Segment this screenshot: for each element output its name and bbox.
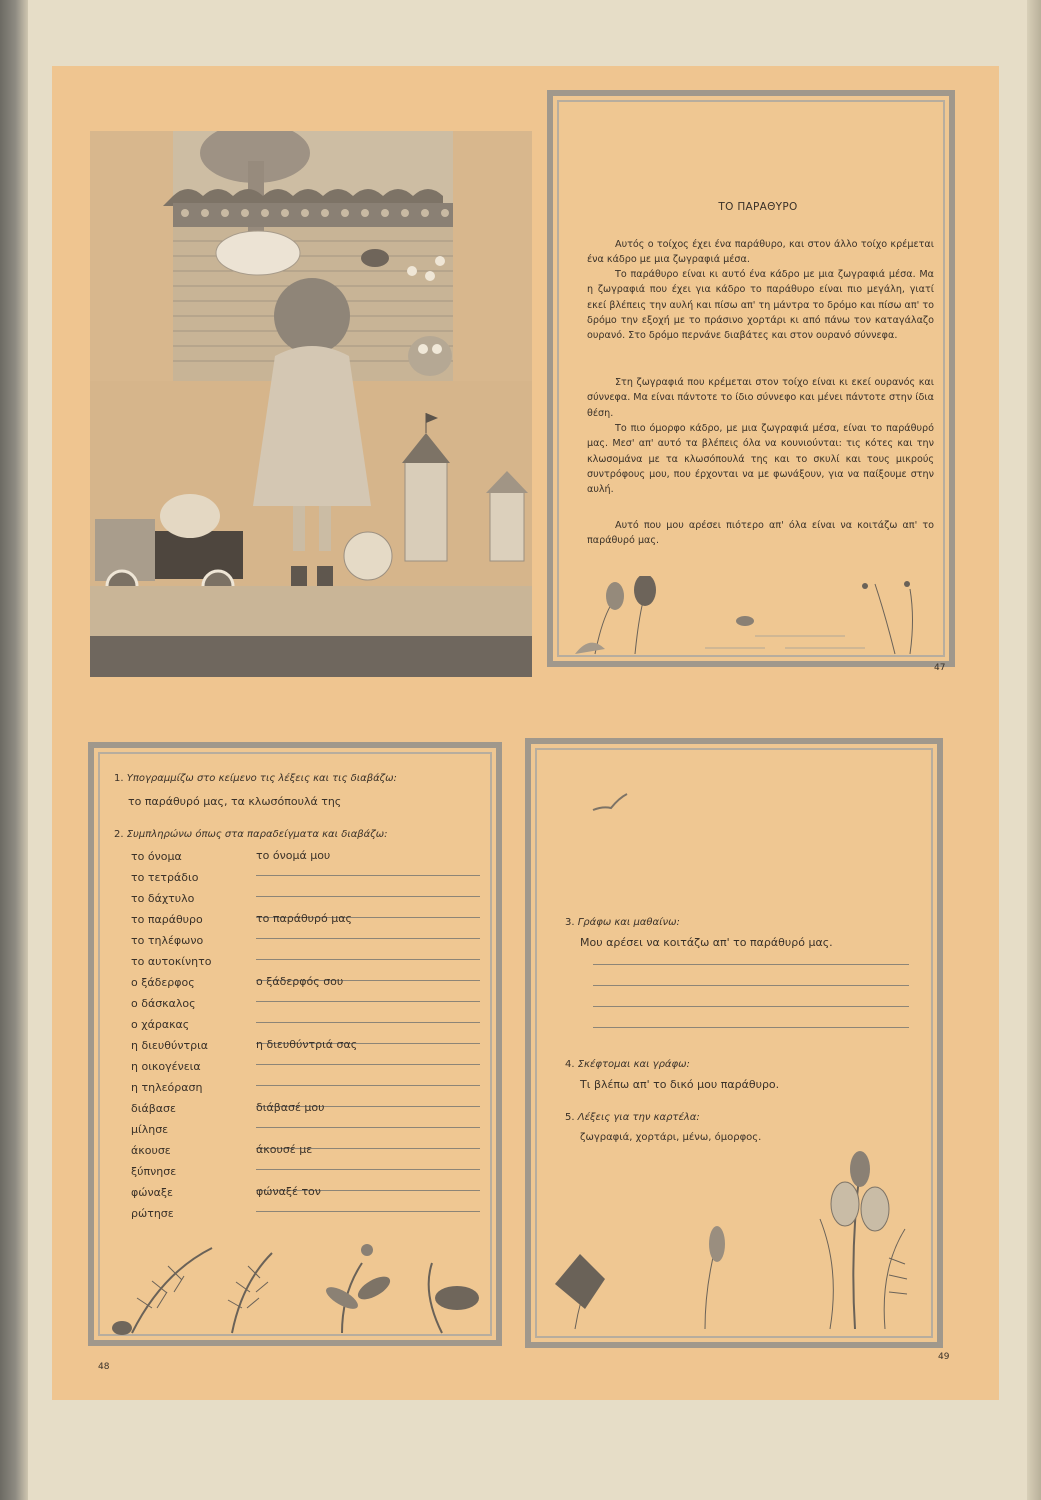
fill-example: το όνομά μου	[256, 849, 331, 862]
flowers-decoration	[565, 576, 937, 656]
write-line	[256, 1085, 480, 1086]
write-line	[256, 1211, 480, 1212]
exercise-1-answer: το παράθυρό μας, τα κλωσόπουλά της	[128, 795, 342, 808]
exercise-number: 5.	[565, 1112, 575, 1123]
ferns-decoration	[112, 1228, 482, 1338]
exercise-2-text: Συμπληρώνω όπως στα παραδείγματα και διαβάζω:	[126, 829, 388, 840]
iris-decoration	[545, 1144, 925, 1334]
exercise-number: 1.	[114, 773, 124, 784]
write-line	[593, 964, 909, 965]
fill-word: ο χάρακας	[131, 1018, 190, 1031]
write-line	[256, 1022, 480, 1023]
window-illustration	[90, 131, 532, 677]
story-paragraph: Το παράθυρο είναι κι αυτό ένα κάδρο με μια ζωγραφιά μέσα. Μα η ζωγραφιά που έχει για κάδρο το παράθυρο είναι πιο μεγάλη, γιατί εκεί βλέπεις την αυλή και πίσω απ' τη μάντρα το δρόμο και πίσω απ' το δρόμο την εξοχή με το πράσινο χορτάρι κι από πάνω τον καταγάλαζο ουρανό. Στο δρόμο περνάνε διαβάτες και στον ουρανό σύννεφα.	[587, 269, 934, 342]
fill-example: η διευθύντριά σας	[256, 1038, 358, 1051]
write-line	[593, 1006, 909, 1007]
exercise-3-text: Γράφω και μαθαίνω:	[577, 917, 680, 928]
fill-word: το αυτοκίνητο	[131, 955, 212, 968]
story-title: ΤΟ ΠΑΡΑΘΥΡΟ	[718, 201, 798, 213]
story-paragraph: Αυτός ο τοίχος έχει ένα παράθυρο, και στον άλλο τοίχο κρέμεται ένα κάδρο με μια ζωγραφιά μέσα.	[587, 239, 934, 266]
exercise-frame-right	[525, 738, 943, 1348]
fill-example: διάβασέ μου	[256, 1101, 325, 1114]
story-paragraph: Στη ζωγραφιά που κρέμεται στον τοίχο είναι κι εκεί ουρανός και σύννεφα. Μα είναι πάντοτε το ίδιο σύννεφο και μένει πάντοτε στην ίδια θέση.	[587, 377, 934, 419]
fill-example: το παράθυρό μας	[256, 912, 352, 925]
fill-word: ξύπνησε	[131, 1165, 177, 1178]
write-line	[256, 1001, 480, 1002]
girl-at-window-picture	[90, 131, 532, 677]
fill-word: το τετράδιο	[131, 871, 199, 884]
exercise-5-answer: ζωγραφιά, χορτάρι, μένω, όμορφος.	[580, 1132, 762, 1143]
exercise-1-prompt	[114, 773, 397, 784]
fill-word: το παράθυρο	[131, 913, 203, 926]
fill-word: μίλησε	[131, 1123, 169, 1136]
write-line	[593, 1027, 909, 1028]
fill-word: ο ξάδερφος	[131, 976, 195, 989]
fill-word: το όνομα	[131, 850, 182, 863]
fill-word: το δάχτυλο	[131, 892, 195, 905]
page-number-48: 48	[98, 1362, 110, 1372]
exercise-number: 2.	[114, 829, 124, 840]
fill-example: ο ξάδερφός σου	[256, 975, 344, 988]
fill-word: ο δάσκαλος	[131, 997, 196, 1010]
exercise-4-answer: Τι βλέπω απ' το δικό μου παράθυρο.	[580, 1078, 780, 1091]
exercise-2-prompt	[114, 829, 387, 840]
fill-word: φώναξε	[131, 1186, 173, 1199]
exercise-number: 3.	[565, 917, 575, 928]
exercise-1-text: Υπογραμμίζω στο κείμενο τις λέξεις και τις διαβάζω:	[126, 773, 397, 784]
write-line	[256, 1127, 480, 1128]
fill-word: η διευθύντρια	[131, 1039, 209, 1052]
exercise-4-prompt	[565, 1059, 690, 1070]
fill-example: άκουσέ με	[256, 1143, 313, 1156]
exercise-3-answer: Μου αρέσει να κοιτάζω απ' το παράθυρό μας.	[580, 936, 833, 949]
story-paragraph: Το πιο όμορφο κάδρο, με μια ζωγραφιά μέσα, είναι το παράθυρό μας. Μεσ' απ' αυτό τα βλέπεις όλα να κουνιούνται: τις κότες και την κλωσομάνα με τα κλωσόπουλά της και το σκυλί και τους μικρούς συντρόφους μου, που έρχονται να με φωνάξουν, για να παίξουμε στην αυλή.	[587, 423, 934, 496]
exercise-4-text: Σκέφτομαι και γράφω:	[577, 1059, 690, 1070]
bird-icon	[591, 792, 631, 816]
write-line	[256, 875, 480, 876]
exercise-5-text: Λέξεις για την καρτέλα:	[577, 1112, 700, 1123]
write-line	[256, 938, 480, 939]
write-line	[256, 1169, 480, 1170]
fill-word: ρώτησε	[131, 1207, 174, 1220]
exercise-5-prompt	[565, 1112, 700, 1123]
page-number-49: 49	[938, 1352, 950, 1362]
exercise-3-prompt	[565, 917, 680, 928]
exercise-number: 4.	[565, 1059, 575, 1070]
write-line	[256, 1064, 480, 1065]
fill-word: η οικογένεια	[131, 1060, 201, 1073]
fill-word: η τηλεόραση	[131, 1081, 203, 1094]
page-number-47: 47	[934, 663, 946, 673]
fill-word: διάβασε	[131, 1102, 176, 1115]
page-edge	[1027, 0, 1041, 1500]
story-paragraph: Αυτό που μου αρέσει πιότερο απ' όλα είναι να κοιτάζω απ' το παράθυρό μας.	[587, 520, 934, 547]
write-line	[256, 896, 480, 897]
write-line	[593, 985, 909, 986]
book-spine	[0, 0, 28, 1500]
fill-example: φώναξέ τον	[256, 1185, 321, 1198]
write-line	[256, 959, 480, 960]
fill-word: άκουσε	[131, 1144, 171, 1157]
fill-word: το τηλέφωνο	[131, 934, 204, 947]
